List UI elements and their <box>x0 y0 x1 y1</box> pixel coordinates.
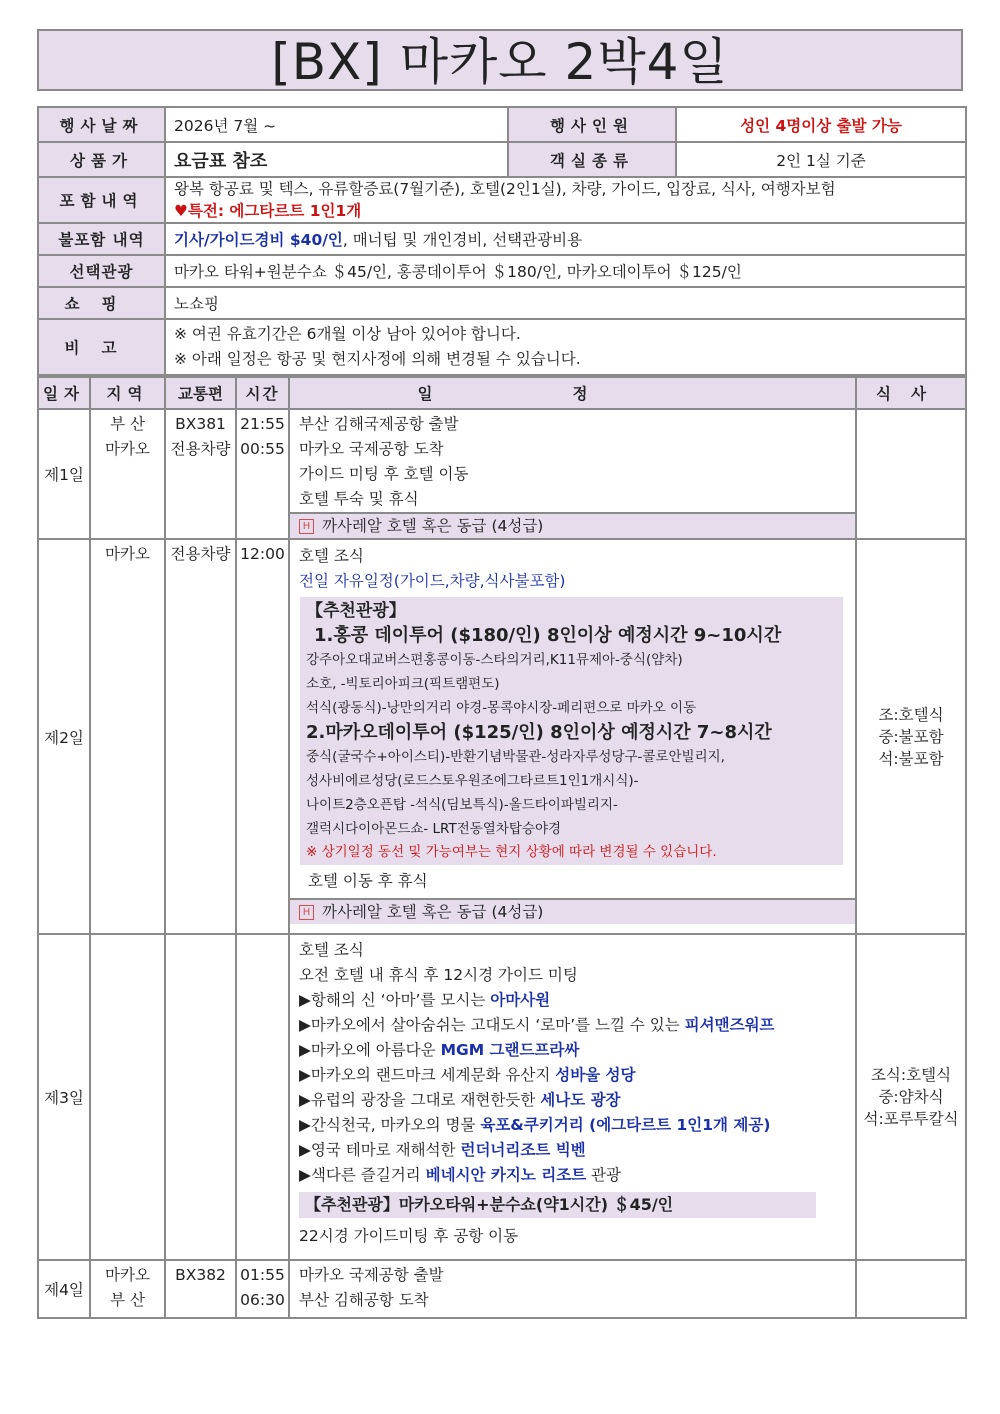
schedule-header <box>38 377 966 409</box>
day-row-1 <box>38 409 966 539</box>
include-special: ♥특전: 에그타르트 1인1개 <box>174 202 362 220</box>
info-row-optional <box>38 255 966 287</box>
tour-title: 2.마카오데이투어 ($125/인) 8인이상 예정시간 7~8시간 <box>306 722 772 743</box>
include-value: 왕복 항공료 및 텍스, 유류할증료(7월기준), 호텔(2인1실), 차량, 가이드, 입장료, 식사, 여행자보험 <box>174 180 836 198</box>
time: 12:00 <box>240 545 285 563</box>
tour-line: 소호, -빅토리아피크(픽트램편도) <box>306 676 500 692</box>
tour-line: 성사비에르성당(로드스토우원조에그타르트1인1개시식)- <box>306 773 639 789</box>
head-region: 지역 <box>90 377 165 409</box>
recommended-title: 【추천관광】 <box>306 601 406 621</box>
spot-item: ▶마카오에서 살아숨쉬는 고대도시 ‘로마’를 느낄 수 있는 피셔맨즈워프 <box>299 1016 775 1034</box>
region: 마카오 <box>105 1266 150 1284</box>
shopping-value: 노쇼핑 <box>165 287 966 319</box>
meal-breakfast: 조식:호텔식 <box>870 1066 952 1084</box>
region: 부 산 <box>110 415 145 433</box>
product-value: 요금표 참조 <box>165 142 508 177</box>
head-day: 일자 <box>38 377 90 409</box>
itinerary-item: 22시경 가이드미팅 후 공항 이동 <box>299 1227 519 1245</box>
itinerary-item: 전일 자유일정(가이드,차량,식사불포함) <box>299 572 566 590</box>
hotel-line <box>290 898 855 924</box>
meal-lunch: 중:얌차식 <box>878 1088 944 1106</box>
meal-dinner: 석:불포함 <box>878 749 944 768</box>
spot-item: ▶간식천국, 마카오의 명물 육포&쿠키거리 (에그타르트 1인1개 제공) <box>299 1116 771 1134</box>
shopping-label: 쇼핑 <box>38 287 165 319</box>
head-itinerary: 일정 <box>289 377 856 409</box>
tour-line: 나이트2층오픈탑 -석식(딤보특식)-올드타이파빌리지- <box>306 797 618 813</box>
tour-line: 석식(광동식)-낭만의거리 야경-몽콕야시장-페리편으로 마카오 이동 <box>306 700 697 716</box>
spot-item: ▶마카오에 아름다운 MGM 그랜드프라싸 <box>299 1041 580 1059</box>
time: 21:55 <box>240 415 285 433</box>
itinerary-item: 마카오 국제공항 출발 <box>299 1266 444 1284</box>
day-label: 제4일 <box>38 1260 90 1318</box>
room-value: 2인 1실 기준 <box>676 142 966 177</box>
transport: BX382 <box>175 1266 226 1284</box>
optional-label: 선택관광 <box>38 255 165 287</box>
page-title: [BX] 마카오 2박4일 <box>37 29 963 91</box>
tour-line: 갤럭시다이아몬드쇼- LRT전동열차탑승야경 <box>306 821 562 837</box>
day-label: 제2일 <box>38 539 90 934</box>
day-row-2 <box>38 539 966 934</box>
head-meal: 식사 <box>856 377 966 409</box>
info-table <box>37 106 967 376</box>
transport: BX381 <box>175 415 226 433</box>
itinerary-item: 마카오 국제공항 도착 <box>299 440 444 458</box>
exclude-label: 불포함 내역 <box>38 223 165 255</box>
day-row-3 <box>38 934 966 1260</box>
room-label: 객실종류 <box>508 142 676 177</box>
spot-item: ▶마카오의 랜드마크 세계문화 유산지 성바울 성당 <box>299 1066 636 1084</box>
region: 마카오 <box>105 440 150 458</box>
meal-dinner: 석:포루투칼식 <box>863 1110 959 1128</box>
info-row-shopping <box>38 287 966 319</box>
optional-value: 마카오 타워+원분수쇼 ＄45/인, 홍콩데이투어 ＄180/인, 마카오데이투어 ＄125/인 <box>165 255 966 287</box>
tour-title: 1.홍콩 데이투어 ($180/인) 8인이상 예정시간 9~10시간 <box>314 625 782 646</box>
info-row-exclude <box>38 223 966 255</box>
remark-line: ※ 아래 일정은 항공 및 현지사정에 의해 변경될 수 있습니다. <box>174 350 581 368</box>
itinerary-item: 호텔 이동 후 휴식 <box>308 872 428 890</box>
meal-lunch: 중:불포함 <box>878 727 944 746</box>
head-time: 시간 <box>236 377 289 409</box>
schedule-table <box>37 376 967 1319</box>
exclude-highlight: 기사/가이드경비 $40/인 <box>174 231 343 249</box>
recommended-tour-box: 【추천관광】마카오타워+분수쇼(약1시간) ＄45/인 <box>299 1192 816 1218</box>
day-row-4 <box>38 1260 966 1318</box>
head-transport: 교통편 <box>165 377 236 409</box>
include-label: 포함내역 <box>38 177 165 223</box>
transport: 전용차량 <box>170 545 231 563</box>
day-label: 제1일 <box>38 409 90 539</box>
itinerary-item: 가이드 미팅 후 호텔 이동 <box>299 465 469 483</box>
itinerary-item: 호텔 조식 <box>299 547 364 565</box>
pax-value: 성인 4명이상 출발 가능 <box>676 107 966 142</box>
recommended-tour-box <box>300 597 843 865</box>
tour-line: 중식(굴국수+아이스티)-반환기념박물관-성라자루성당구-콜로안빌리지, <box>306 749 725 765</box>
hotel-name: 까사레알 호텔 혹은 동급 (4성급) <box>322 517 544 535</box>
itinerary-item: 호텔 투숙 및 휴식 <box>299 490 419 508</box>
itinerary-item: 부산 김해국제공항 출발 <box>299 415 459 433</box>
itinerary-item: 호텔 조식 <box>299 941 364 959</box>
date-value: 2026년 7월 ~ <box>165 107 508 142</box>
info-row-remark <box>38 319 966 375</box>
time: 00:55 <box>240 440 285 458</box>
hotel-line <box>290 512 855 538</box>
date-label: 행사날짜 <box>38 107 165 142</box>
spot-item: ▶유럽의 광장을 그대로 재현한듯한 세나도 광장 <box>299 1091 621 1109</box>
tour-note: ※ 상기일정 동선 및 가능여부는 현지 상황에 따라 변경될 수 있습니다. <box>306 844 717 860</box>
pax-label: 행사인원 <box>508 107 676 142</box>
hotel-h-icon: H <box>299 905 314 920</box>
itinerary-item: 부산 김해공항 도착 <box>299 1291 429 1309</box>
tour-line: 강주아오대교버스편홍콩이동-스타의거리,K11뮤제아-중식(얌차) <box>306 652 683 668</box>
time: 06:30 <box>240 1291 285 1309</box>
info-row-date <box>38 107 966 142</box>
meal-breakfast: 조:호텔식 <box>878 705 944 724</box>
product-label: 상품가 <box>38 142 165 177</box>
info-row-include <box>38 177 966 223</box>
time: 01:55 <box>240 1266 285 1284</box>
hotel-name: 까사레알 호텔 혹은 동급 (4성급) <box>322 903 544 921</box>
spot-item: ▶항해의 신 ‘아마’를 모시는 아마사원 <box>299 991 551 1009</box>
remark-line: ※ 여권 유효기간은 6개월 이상 남아 있어야 합니다. <box>174 325 521 343</box>
region: 부 산 <box>110 1291 145 1309</box>
spot-item: ▶색다른 즐길거리 베네시안 카지노 리조트 관광 <box>299 1166 621 1184</box>
spot-item: ▶영국 테마로 재해석한 런더너리조트 빅벤 <box>299 1141 586 1159</box>
hotel-h-icon: H <box>299 519 314 534</box>
remark-label: 비고 <box>38 319 165 375</box>
itinerary-item: 오전 호텔 내 휴식 후 12시경 가이드 미팅 <box>299 966 578 984</box>
info-row-product <box>38 142 966 177</box>
transport: 전용차량 <box>170 440 231 458</box>
exclude-rest: , 매너팁 및 개인경비, 선택관광비용 <box>342 231 583 249</box>
day-label: 제3일 <box>38 934 90 1260</box>
region: 마카오 <box>105 545 150 563</box>
